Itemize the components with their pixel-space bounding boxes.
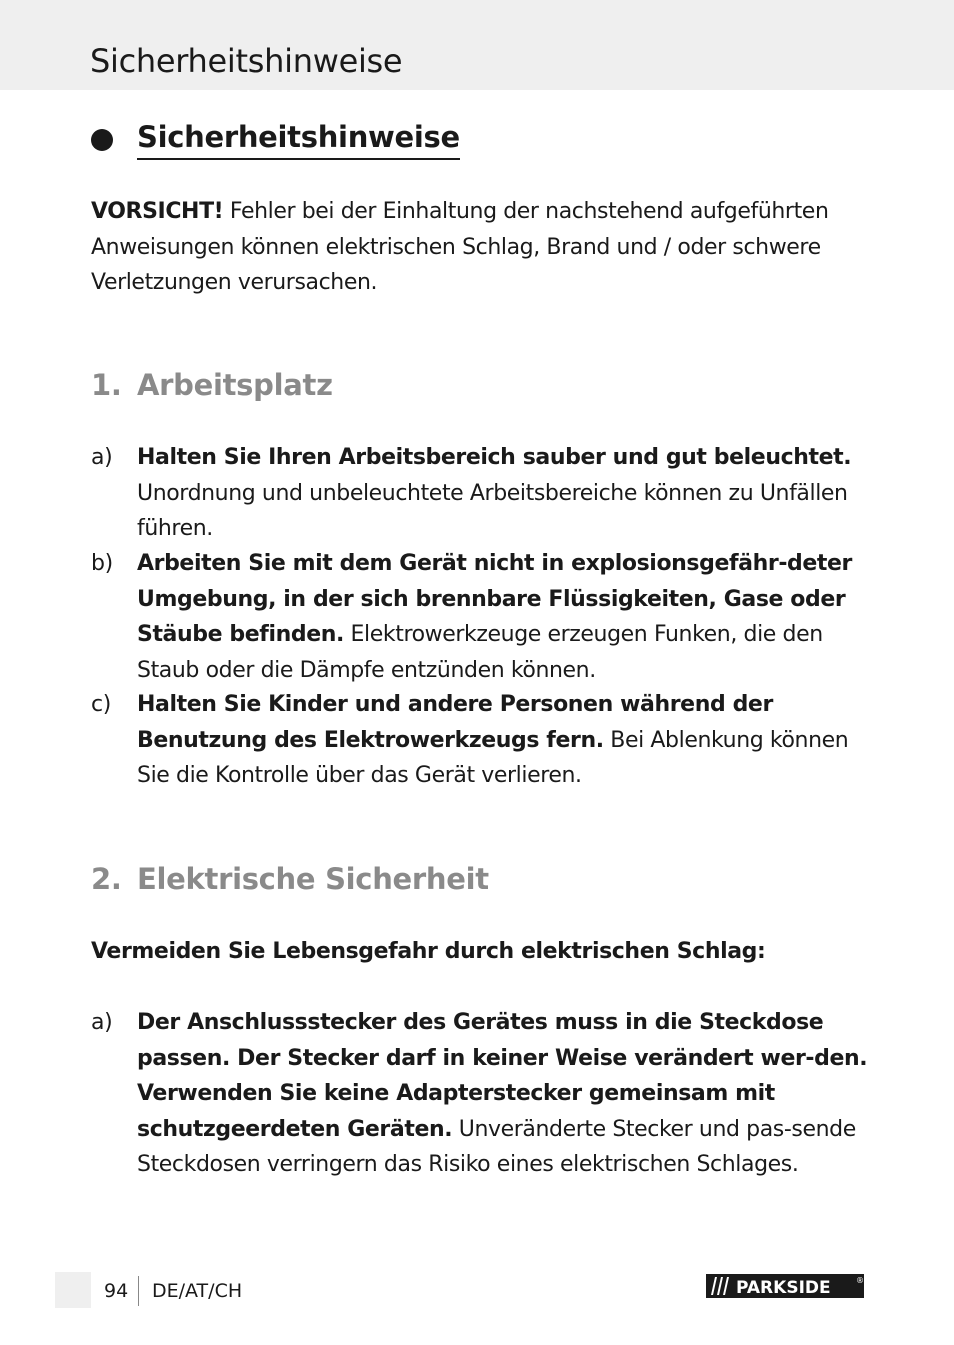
section-lead-text: Vermeiden Sie Lebensgefahr durch elektrischen Schlag: xyxy=(91,939,766,964)
footer-box xyxy=(55,1272,91,1308)
list-marker: b) xyxy=(91,551,113,576)
intro-warning: VORSICHT! xyxy=(91,199,224,224)
footer-region: DE/AT/CH xyxy=(152,1280,243,1302)
intro-text: Fehler bei der Einhaltung der nachstehend aufgeführten Anweisungen können elektrischen Schlag, Brand und / oder schwere Verletzungen verursachen. xyxy=(91,199,829,295)
section-lead xyxy=(91,934,871,970)
list-marker: c) xyxy=(91,692,111,717)
list-item xyxy=(91,687,871,794)
main-heading xyxy=(91,120,460,160)
list-item-text: Bei Ablenkung können Sie die Kontrolle über das Gerät verlieren. xyxy=(137,727,849,788)
section-title: Arbeitsplatz xyxy=(137,368,333,402)
footer-divider xyxy=(138,1276,139,1306)
section-heading-arbeitsplatz xyxy=(91,368,333,402)
list-item-body xyxy=(137,687,871,794)
section-heading-elektrische-sicherheit xyxy=(91,862,489,896)
list-item xyxy=(91,440,871,547)
list-item-text: Unveränderte Stecker und pas-sende Steckdosen verringern das Risiko eines elektrischen Schlages. xyxy=(137,1116,856,1177)
list-item-bold: Arbeiten Sie mit dem Gerät nicht in explosionsgefähr-deter Umgebung, in der sich brennbare Flüssigkeiten, Gase oder Stäube befinden. xyxy=(137,551,853,647)
main-heading-text: Sicherheitshinweise xyxy=(137,120,460,160)
list-item-body xyxy=(137,440,871,547)
list-item-text: Elektrowerkzeuge erzeugen Funken, die den Staub oder die Dämpfe entzünden können. xyxy=(137,622,823,683)
intro-paragraph xyxy=(91,194,871,301)
list-marker: a) xyxy=(91,1010,113,1035)
section-title: Elektrische Sicherheit xyxy=(137,862,489,896)
list-item-bold: Der Anschlussstecker des Gerätes muss in die Steckdose passen. Der Stecker darf in keiner Weise verändert wer-den. Verwenden Sie keine Adapterstecker gemeinsam mit schutzgeerdeten Geräten. xyxy=(137,1010,868,1142)
list-item-body xyxy=(137,546,871,688)
section-number: 1. xyxy=(91,368,122,402)
list-item-body xyxy=(137,1005,871,1183)
list-item-bold: Halten Sie Ihren Arbeitsbereich sauber und gut beleuchtet. xyxy=(137,445,852,470)
list-marker: a) xyxy=(91,445,113,470)
logo-registered-mark: ® xyxy=(856,1276,864,1285)
list-item-text: Unordnung und unbeleuchtete Arbeitsbereiche können zu Unfällen führen. xyxy=(137,480,848,541)
page-header-title: Sicherheitshinweise xyxy=(90,42,403,80)
section-number: 2. xyxy=(91,862,122,896)
logo-text: PARKSIDE xyxy=(736,1278,831,1298)
bullet-icon xyxy=(91,129,113,151)
page-number: 94 xyxy=(104,1280,129,1302)
parkside-logo xyxy=(706,1274,864,1298)
list-item xyxy=(91,1005,871,1183)
list-item-bold: Halten Sie Kinder und andere Personen während der Benutzung des Elektrowerkzeugs fern. xyxy=(137,692,773,753)
list-item xyxy=(91,546,871,688)
